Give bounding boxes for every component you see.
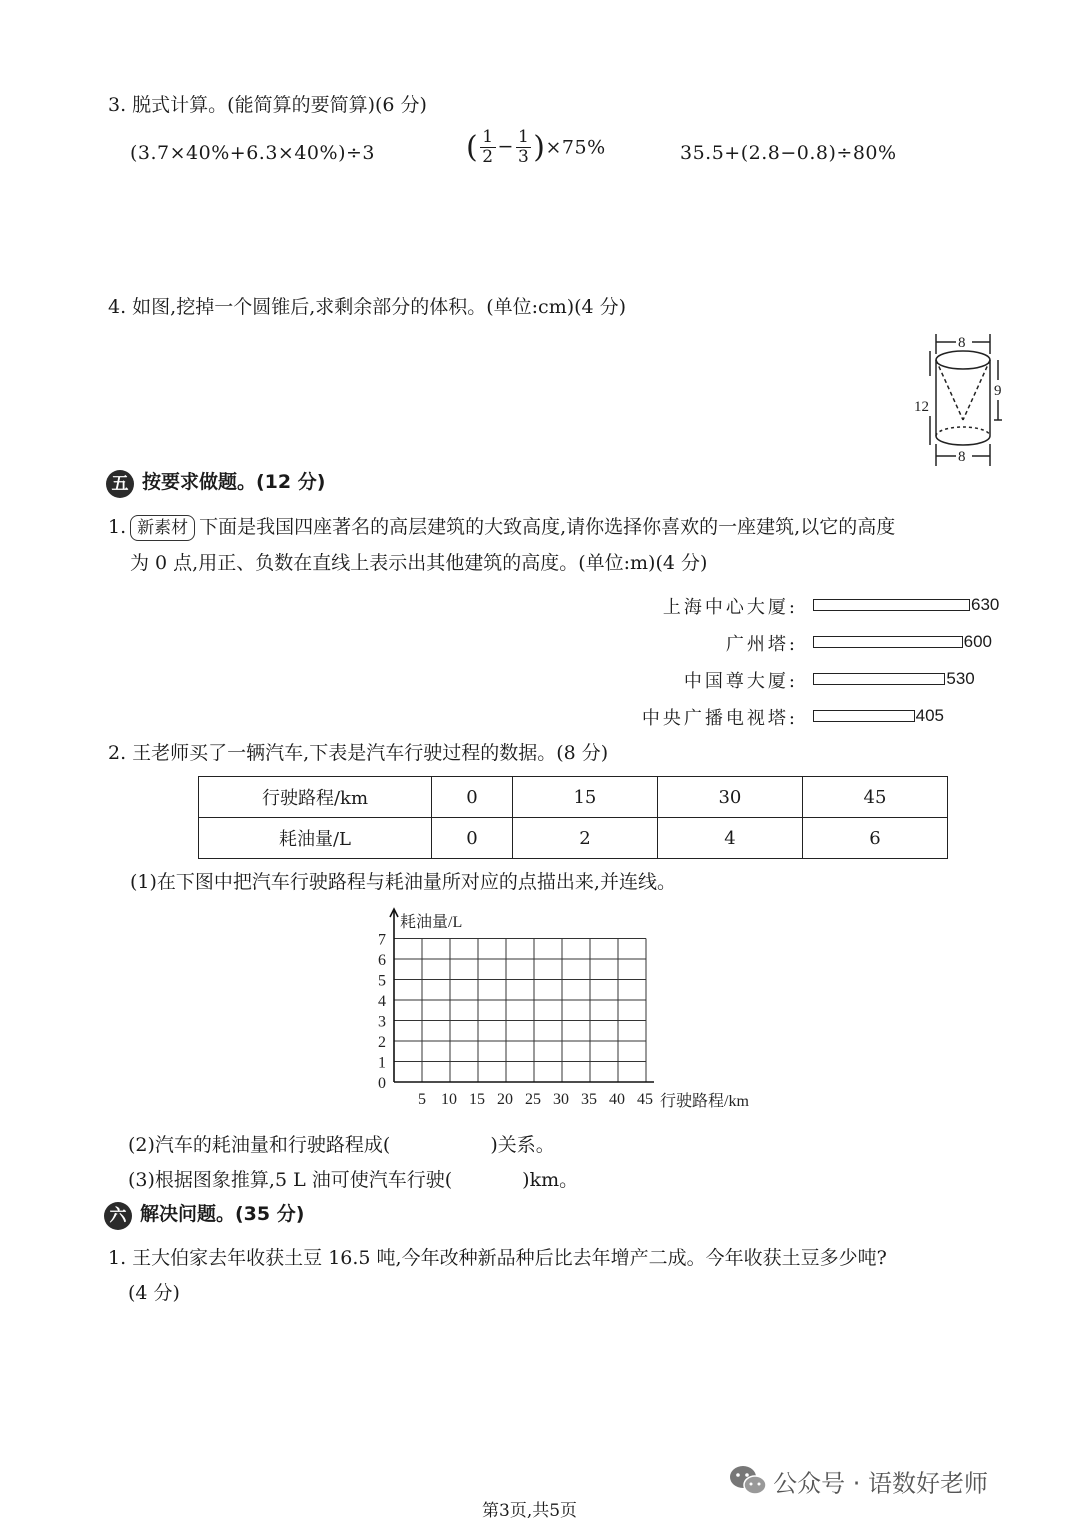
y-tick-label: 3: [378, 1013, 386, 1031]
section-5-heading: [106, 467, 325, 498]
x-tick-label: 35: [581, 1091, 597, 1108]
s5-q2-title: 2. 王老师买了一辆汽车,下表是汽车行驶过程的数据。(8 分): [108, 742, 609, 764]
sub2-text-a: (2)汽车的耗油量和行驶路程成(: [128, 1134, 391, 1156]
watermark: [728, 1463, 988, 1499]
q4-title: 4. 如图,挖掉一个圆锥后,求剩余部分的体积。(单位:cm)(4 分): [108, 296, 627, 318]
page-number: 第3页,共5页: [482, 1501, 578, 1521]
label-bottom-diameter: 8: [958, 449, 966, 465]
building-name: 上海中心大厦:: [662, 597, 798, 618]
building-height-bar: [813, 673, 945, 685]
sub2-text-b: )关系。: [490, 1134, 555, 1156]
chart-grid: [394, 939, 646, 1083]
section-title: 解决问题。(35 分): [140, 1203, 305, 1225]
fraction-numerator: 1: [517, 127, 530, 147]
cylinder-cone-figure: [900, 328, 1030, 470]
open-paren: (: [466, 130, 479, 165]
label-cylinder-height: 12: [914, 399, 929, 415]
s5-q1-line1: [108, 512, 895, 541]
fraction-numerator: 1: [482, 127, 494, 147]
y-tick-label: 6: [378, 952, 386, 969]
y-tick-label: 0: [378, 1075, 386, 1092]
s5-q2-sub3: [128, 1165, 578, 1192]
section-badge: 六: [104, 1202, 132, 1230]
table-cell: 0: [432, 777, 513, 818]
building-height-value: 405: [915, 706, 945, 725]
table-cell: 2: [512, 818, 657, 859]
row-header: 耗油量/L: [199, 818, 432, 859]
s5-q2-sub1: (1)在下图中把汽车行驶路程与耗油量所对应的点描出来,并连线。: [130, 871, 676, 893]
s6-q1-line1: 1. 王大伯家去年收获土豆 16.5 吨,今年改种新品种后比去年增产二成。今年收获土豆多少吨?: [108, 1247, 887, 1269]
watermark-text: 公众号 · 语数好老师: [773, 1469, 988, 1498]
q3-title: 3. 脱式计算。(能简算的要简算)(6 分): [108, 94, 427, 116]
y-axis-label: 耗油量/L: [400, 914, 463, 931]
fraction-third: [516, 128, 531, 167]
building-name: 广州塔:: [725, 634, 798, 655]
table-cell: 15: [512, 777, 657, 818]
x-tick-label: 5: [418, 1091, 426, 1108]
table-cell: 6: [802, 818, 947, 859]
table-row: [199, 777, 948, 818]
x-tick-label: 45: [637, 1091, 653, 1108]
q3-expression-3: 35.5+(2.8−0.8)÷80%: [680, 142, 897, 164]
building-height-bar: [813, 636, 963, 648]
x-tick-label: 20: [497, 1091, 513, 1108]
table-cell: 0: [432, 818, 513, 859]
y-tick-label: 7: [378, 931, 386, 949]
table-cell: 4: [657, 818, 802, 859]
fuel-chart: [360, 905, 790, 1115]
label-cone-height: 9: [994, 383, 1002, 399]
section-title: 按要求做题。(12 分): [142, 471, 326, 493]
x-tick-label: 30: [553, 1091, 569, 1108]
y-tick-label: 4: [378, 993, 386, 1010]
table-row: [199, 818, 948, 859]
sub3-text-a: (3)根据图象推算,5 L 油可使汽车行驶(: [128, 1169, 453, 1191]
building-height-bar: [813, 710, 915, 722]
x-tick-label: 10: [441, 1091, 457, 1108]
building-height-bar: [813, 599, 970, 611]
question-number: 1.: [108, 516, 127, 538]
building-height-value: 600: [963, 632, 992, 651]
question-text: 下面是我国四座著名的高层建筑的大致高度,请你选择你喜欢的一座建筑,以它的高度: [199, 516, 896, 538]
new-material-tag: 新素材: [130, 515, 195, 541]
cylinder-bottom-front: [936, 436, 990, 445]
y-tick-label: 5: [378, 972, 386, 990]
building-height-value: 530: [946, 669, 975, 688]
section-badge: 五: [106, 470, 134, 498]
sub3-text-b: )km。: [522, 1169, 579, 1191]
chart-axes: [390, 909, 654, 1082]
s5-q1-line2: 为 0 点,用正、负数在直线上表示出其他建筑的高度。(单位:m)(4 分): [130, 552, 708, 574]
building-name: 中央广播电视塔:: [641, 708, 798, 729]
table-cell: 45: [802, 777, 947, 818]
chart-labels: [378, 913, 749, 1110]
wechat-icon: [728, 1463, 768, 1499]
fraction-half: [480, 128, 495, 167]
minus-sign: −: [497, 135, 514, 158]
data-table: [198, 776, 948, 859]
cylinder-bottom-back: [936, 427, 990, 436]
close-paren: ): [533, 130, 546, 165]
x-tick-label: 25: [525, 1091, 541, 1108]
s5-q2-sub2: [128, 1130, 555, 1157]
section-6-heading: [104, 1199, 304, 1230]
expression-tail: ×75%: [545, 136, 606, 159]
x-axis-label: 行驶路程/km: [660, 1093, 749, 1110]
y-tick-label: 1: [378, 1054, 386, 1072]
fraction-denominator: 2: [482, 147, 494, 167]
table-cell: 30: [657, 777, 802, 818]
q3-expression-2: [466, 128, 606, 167]
building-name: 中国尊大厦:: [683, 671, 798, 692]
x-tick-label: 40: [609, 1091, 625, 1108]
cylinder-top-ellipse: [936, 351, 990, 369]
label-top-diameter: 8: [958, 335, 966, 351]
row-header: 行驶路程/km: [199, 777, 432, 818]
fraction-denominator: 3: [517, 147, 530, 167]
y-tick-label: 2: [378, 1034, 386, 1051]
building-height-value: 630: [971, 595, 1000, 614]
s6-q1-line2: (4 分): [128, 1282, 180, 1304]
q3-expression-1: (3.7×40%+6.3×40%)÷3: [130, 142, 375, 164]
x-tick-label: 15: [469, 1091, 485, 1108]
